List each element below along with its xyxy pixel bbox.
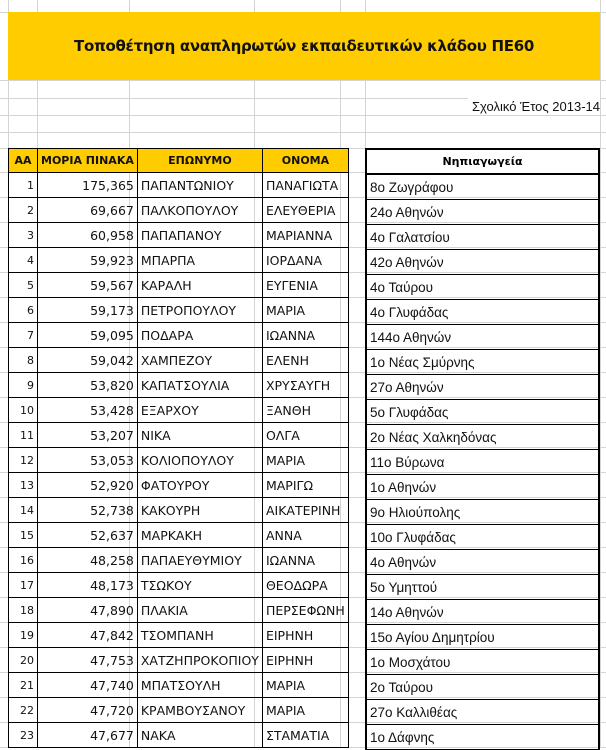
- row-number-cell[interactable]: 9: [9, 373, 38, 398]
- surname-cell[interactable]: ΧΑΤΖΗΠΡΟΚΟΠΙΟΥ: [137, 648, 262, 673]
- school-cell[interactable]: 8ο Ζωγράφου: [366, 174, 599, 200]
- gridline: [0, 80, 606, 81]
- table-row: [9, 223, 349, 248]
- school-cell[interactable]: 2ο Ταύρου: [366, 675, 599, 700]
- row-number-cell[interactable]: 23: [9, 723, 38, 748]
- score-cell[interactable]: 47,890: [38, 598, 138, 623]
- school-cell[interactable]: 144ο Αθηνών: [366, 325, 599, 350]
- table-row: [366, 700, 599, 725]
- school-cell[interactable]: 4ο Γαλατσίου: [366, 225, 599, 250]
- first-name-cell[interactable]: ΕΛΕΝΗ: [262, 348, 348, 373]
- school-cell[interactable]: 9ο Ηλιούπολης: [366, 500, 599, 525]
- table-row: [366, 575, 599, 600]
- table-row: [366, 275, 599, 300]
- surname-cell[interactable]: ΚΟΛΙΟΠΟΥΛΟΥ: [137, 448, 262, 473]
- first-name-cell[interactable]: ΕΥΓΕΝΙΑ: [262, 273, 348, 298]
- score-cell[interactable]: 59,042: [38, 348, 138, 373]
- gridline: [0, 132, 606, 133]
- surname-cell[interactable]: ΚΑΠΑΤΣΟΥΛΙΑ: [137, 373, 262, 398]
- first-name-cell[interactable]: ΟΛΓΑ: [262, 423, 348, 448]
- score-cell[interactable]: 59,173: [38, 298, 138, 323]
- school-cell[interactable]: 5ο Γλυφάδας: [366, 400, 599, 425]
- table-row: [366, 300, 599, 325]
- table-row: [9, 648, 349, 673]
- table-row: [366, 325, 599, 350]
- row-number-cell[interactable]: 17: [9, 573, 38, 598]
- row-number-cell[interactable]: 22: [9, 698, 38, 723]
- table-row: [366, 525, 599, 550]
- row-number-cell[interactable]: 21: [9, 673, 38, 698]
- table-row: [366, 475, 599, 500]
- score-cell[interactable]: 60,958: [38, 223, 138, 248]
- table-row: [366, 225, 599, 250]
- school-cell[interactable]: 4ο Αθηνών: [366, 550, 599, 575]
- first-name-cell[interactable]: ΙΩΑΝΝΑ: [262, 548, 348, 573]
- first-name-cell[interactable]: ΙΟΡΔΑΝΑ: [262, 248, 348, 273]
- table-row: [366, 400, 599, 425]
- score-cell[interactable]: 47,842: [38, 623, 138, 648]
- table-row: [9, 423, 349, 448]
- table-row: [9, 573, 349, 598]
- table-row: [366, 625, 599, 650]
- surname-cell[interactable]: ΜΑΡΚΑΚΗ: [137, 523, 262, 548]
- row-number-cell[interactable]: 4: [9, 248, 38, 273]
- row-number-cell[interactable]: 6: [9, 298, 38, 323]
- table-row: [9, 173, 349, 198]
- placements-table: [8, 148, 349, 748]
- school-cell[interactable]: 14ο Αθηνών: [366, 600, 599, 625]
- school-cell[interactable]: 10ο Γλυφάδας: [366, 525, 599, 550]
- surname-cell[interactable]: ΜΠΑΡΠΑ: [137, 248, 262, 273]
- table-row: [366, 550, 599, 575]
- school-cell[interactable]: 1ο Αθηνών: [366, 475, 599, 500]
- gridline: [0, 115, 606, 116]
- table-row: [9, 348, 349, 373]
- table-row: [366, 200, 599, 225]
- row-number-cell[interactable]: 12: [9, 448, 38, 473]
- score-cell[interactable]: 53,053: [38, 448, 138, 473]
- table-row: [9, 473, 349, 498]
- column-header-school[interactable]: Νηπιαγωγεία: [366, 149, 599, 174]
- surname-cell[interactable]: ΤΣΩΚΟΥ: [137, 573, 262, 598]
- first-name-cell[interactable]: ΕΛΕΥΘΕΡΙΑ: [262, 198, 348, 223]
- table-row: [366, 174, 599, 200]
- row-number-cell[interactable]: 14: [9, 498, 38, 523]
- school-cell[interactable]: 27ο Καλλιθέας: [366, 700, 599, 725]
- first-name-cell[interactable]: ΠΕΡΣΕΦΩΝΗ: [262, 598, 348, 623]
- table-row: [366, 600, 599, 625]
- school-cell[interactable]: 15ο Αγίου Δημητρίου: [366, 625, 599, 650]
- first-name-cell[interactable]: ΣΤΑΜΑΤΙΑ: [262, 723, 348, 748]
- school-cell[interactable]: 11ο Βύρωνα: [366, 450, 599, 475]
- kindergartens-table: [365, 148, 600, 750]
- surname-cell[interactable]: ΠΑΠΑΝΤΩΝΙΟΥ: [137, 173, 262, 198]
- table-row: [366, 450, 599, 475]
- surname-cell[interactable]: ΦΑΤΟΥΡΟΥ: [137, 473, 262, 498]
- surname-cell[interactable]: ΠΑΠΑΕΥΘΥΜΙΟΥ: [137, 548, 262, 573]
- first-name-cell[interactable]: ΜΑΡΙΑΝΝΑ: [262, 223, 348, 248]
- column-header-aa[interactable]: ΑΑ: [9, 149, 38, 173]
- gridline: [600, 0, 601, 747]
- surname-cell[interactable]: ΝΑΚΑ: [137, 723, 262, 748]
- score-cell[interactable]: 52,738: [38, 498, 138, 523]
- row-number-cell[interactable]: 7: [9, 323, 38, 348]
- first-name-cell[interactable]: ΕΙΡΗΝΗ: [262, 623, 348, 648]
- first-name-cell[interactable]: ΜΑΡΙΑ: [262, 698, 348, 723]
- table-row: [9, 523, 349, 548]
- table-row: [9, 598, 349, 623]
- table-header-row: [9, 149, 349, 173]
- score-cell[interactable]: 48,173: [38, 573, 138, 598]
- table-row: [9, 273, 349, 298]
- score-cell[interactable]: 59,567: [38, 273, 138, 298]
- score-cell[interactable]: 53,207: [38, 423, 138, 448]
- score-cell[interactable]: 47,720: [38, 698, 138, 723]
- row-number-cell[interactable]: 20: [9, 648, 38, 673]
- surname-cell[interactable]: ΠΕΤΡΟΠΟΥΛΟΥ: [137, 298, 262, 323]
- surname-cell[interactable]: ΝΙΚΑ: [137, 423, 262, 448]
- first-name-cell[interactable]: ΜΑΡΙΑ: [262, 298, 348, 323]
- school-cell[interactable]: 24ο Αθηνών: [366, 200, 599, 225]
- table-row: [9, 398, 349, 423]
- school-cell[interactable]: 1ο Μοσχάτου: [366, 650, 599, 675]
- surname-cell[interactable]: ΚΑΚΟΥΡΗ: [137, 498, 262, 523]
- school-cell[interactable]: 1ο Δάφνης: [366, 725, 599, 750]
- table-row: [9, 623, 349, 648]
- first-name-cell[interactable]: ΜΑΡΙΑ: [262, 448, 348, 473]
- surname-cell[interactable]: ΤΣΟΜΠΑΝΗ: [137, 623, 262, 648]
- table-row: [9, 373, 349, 398]
- row-number-cell[interactable]: 8: [9, 348, 38, 373]
- score-cell[interactable]: 53,428: [38, 398, 138, 423]
- first-name-cell[interactable]: ΑΙΚΑΤΕΡΙΝΗ: [262, 498, 348, 523]
- first-name-cell[interactable]: ΜΑΡΙΑ: [262, 673, 348, 698]
- surname-cell[interactable]: ΕΞΑΡΧΟΥ: [137, 398, 262, 423]
- column-header-surname[interactable]: ΕΠΩΝΥΜΟ: [137, 149, 262, 173]
- column-header-score[interactable]: ΜΟΡΙΑ ΠΙΝΑΚΑ: [38, 149, 138, 173]
- table-row: [366, 500, 599, 525]
- title-cell[interactable]: [8, 12, 600, 80]
- surname-cell[interactable]: ΜΠΑΤΣΟΥΛΗ: [137, 673, 262, 698]
- score-cell[interactable]: 52,920: [38, 473, 138, 498]
- school-cell[interactable]: 1ο Νέας Σμύρνης: [366, 350, 599, 375]
- score-cell[interactable]: 59,923: [38, 248, 138, 273]
- table-row: [366, 250, 599, 275]
- table-row: [9, 323, 349, 348]
- score-cell[interactable]: 47,753: [38, 648, 138, 673]
- table-row: [9, 723, 349, 748]
- score-cell[interactable]: 59,095: [38, 323, 138, 348]
- first-name-cell[interactable]: ΞΑΝΘΗ: [262, 398, 348, 423]
- surname-cell[interactable]: ΠΛΑΚΙΑ: [137, 598, 262, 623]
- first-name-cell[interactable]: ΙΩΑΝΝΑ: [262, 323, 348, 348]
- table-row: [9, 448, 349, 473]
- row-number-cell[interactable]: 5: [9, 273, 38, 298]
- first-name-cell[interactable]: ΜΑΡΙΓΩ: [262, 473, 348, 498]
- table-row: [366, 725, 599, 750]
- surname-cell[interactable]: ΧΑΜΠΕΖΟΥ: [137, 348, 262, 373]
- table-row: [366, 675, 599, 700]
- score-cell[interactable]: 47,677: [38, 723, 138, 748]
- row-number-cell[interactable]: 15: [9, 523, 38, 548]
- school-cell[interactable]: 27ο Αθηνών: [366, 375, 599, 400]
- table-row: [9, 298, 349, 323]
- row-number-cell[interactable]: 2: [9, 198, 38, 223]
- table-row: [9, 198, 349, 223]
- table-row: [9, 548, 349, 573]
- score-cell[interactable]: 175,365: [38, 173, 138, 198]
- row-number-cell[interactable]: 19: [9, 623, 38, 648]
- table-row: [366, 375, 599, 400]
- row-number-cell[interactable]: 10: [9, 398, 38, 423]
- surname-cell[interactable]: ΠΟΔΑΡΑ: [137, 323, 262, 348]
- table-row: [366, 650, 599, 675]
- school-year-cell[interactable]: Σχολικό Έτος 2013-14: [468, 98, 600, 115]
- row-number-cell[interactable]: 3: [9, 223, 38, 248]
- score-cell[interactable]: 52,637: [38, 523, 138, 548]
- school-cell[interactable]: 2ο Νέας Χαλκηδόνας: [366, 425, 599, 450]
- table-row: [9, 248, 349, 273]
- score-cell[interactable]: 48,258: [38, 548, 138, 573]
- table-row: [366, 425, 599, 450]
- surname-cell[interactable]: ΠΑΠΑΠΑΝΟΥ: [137, 223, 262, 248]
- school-cell[interactable]: 42ο Αθηνών: [366, 250, 599, 275]
- row-number-cell[interactable]: 18: [9, 598, 38, 623]
- surname-cell[interactable]: ΚΡΑΜΒΟΥΣΑΝΟΥ: [137, 698, 262, 723]
- table-row: [9, 698, 349, 723]
- score-cell[interactable]: 47,740: [38, 673, 138, 698]
- score-cell[interactable]: 53,820: [38, 373, 138, 398]
- school-cell[interactable]: 4ο Ταύρου: [366, 275, 599, 300]
- first-name-cell[interactable]: ΕΙΡΗΝΗ: [262, 648, 348, 673]
- first-name-cell[interactable]: ΘΕΟΔΩΡΑ: [262, 573, 348, 598]
- first-name-cell[interactable]: ΧΡΥΣΑΥΓΗ: [262, 373, 348, 398]
- row-number-cell[interactable]: 16: [9, 548, 38, 573]
- table-row: [9, 673, 349, 698]
- row-number-cell[interactable]: 11: [9, 423, 38, 448]
- table-row: [366, 350, 599, 375]
- first-name-cell[interactable]: ΠΑΝΑΓΙΩΤΑ: [262, 173, 348, 198]
- table-header-row: [366, 149, 599, 174]
- row-number-cell[interactable]: 13: [9, 473, 38, 498]
- school-cell[interactable]: 5ο Υμηττού: [366, 575, 599, 600]
- row-number-cell[interactable]: 1: [9, 173, 38, 198]
- table-row: [9, 498, 349, 523]
- surname-cell[interactable]: ΚΑΡΑΛΗ: [137, 273, 262, 298]
- page-title: Τοποθέτηση αναπληρωτών εκπαιδευτικών κλάδου ΠΕ60: [74, 37, 534, 55]
- score-cell[interactable]: 69,667: [38, 198, 138, 223]
- column-header-first-name[interactable]: ΟΝΟΜΑ: [262, 149, 348, 173]
- surname-cell[interactable]: ΠΑΛΚΟΠΟΥΛΟΥ: [137, 198, 262, 223]
- school-cell[interactable]: 4ο Γλυφάδας: [366, 300, 599, 325]
- first-name-cell[interactable]: ΑΝΝΑ: [262, 523, 348, 548]
